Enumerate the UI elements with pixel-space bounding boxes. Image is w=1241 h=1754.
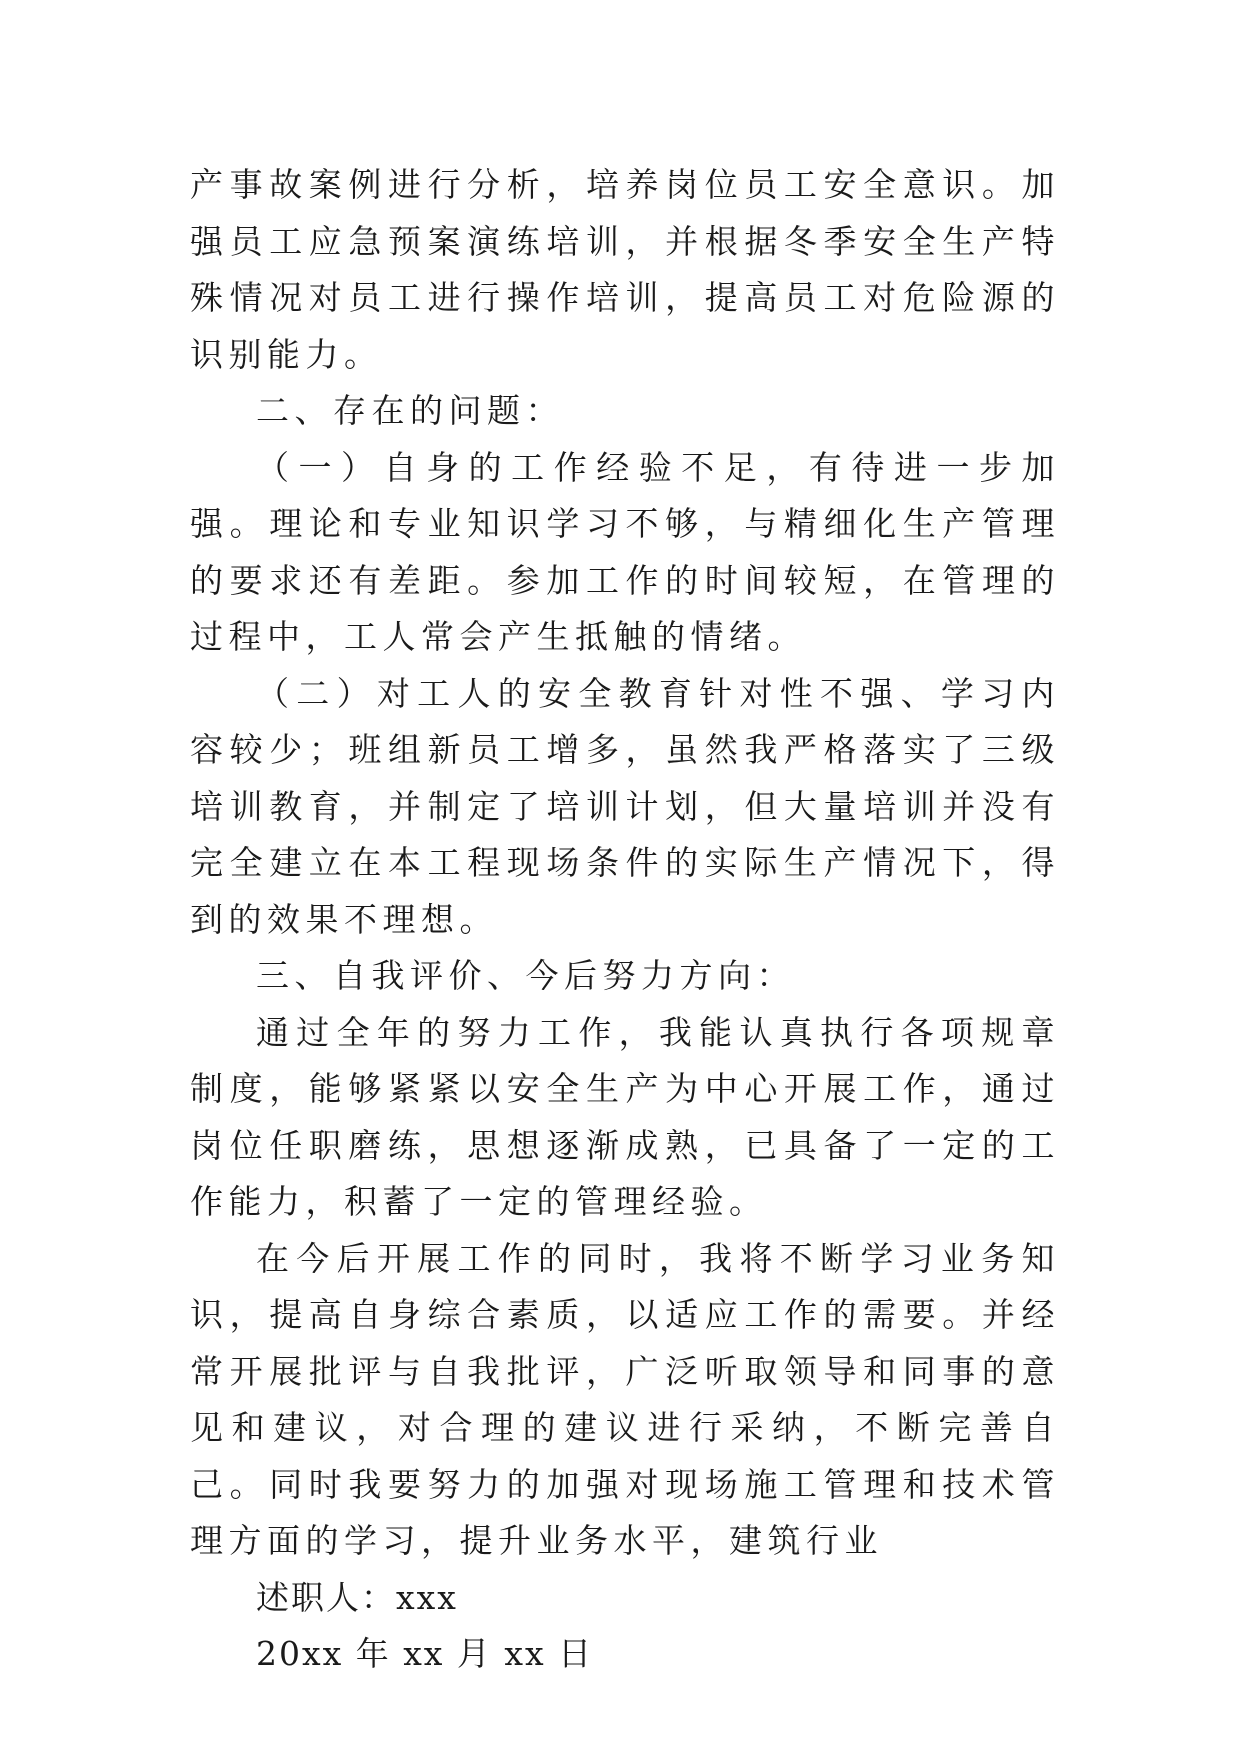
- paragraph-future-plan: 在今后开展工作的同时，我将不断学习业务知识，提高自身综合素质，以适应工作的需要。并经常开展批评与自我批评，广泛听取领导和同事的意见和建议，对合理的建议进行采纳，不断完善自己。同时我要努力的加强对现场施工管理和技术管理方面的学习，提升业务水平，建筑行业: [190, 1238, 1060, 1560]
- document-body: [190, 157, 1060, 1683]
- section-heading-problems: 二、存在的问题：: [256, 391, 564, 430]
- paragraph-self-evaluation: 通过全年的努力工作，我能认真执行各项规章制度，能够紧紧以安全生产为中心开展工作，通过岗位任职磨练，思想逐渐成熟，已具备了一定的工作能力，积蓄了一定的管理经验。: [190, 1012, 1060, 1221]
- reporter-signature: 述职人：xxx: [256, 1577, 458, 1617]
- paragraph-problem-one: （一）自身的工作经验不足，有待进一步加强。理论和专业知识学习不够，与精细化生产管理的要求还有差距。参加工作的时间较短，在管理的过程中，工人常会产生抵触的情绪。: [190, 447, 1060, 656]
- paragraph-continuation: 产事故案例进行分析，培养岗位员工安全意识。加强员工应急预案演练培训，并根据冬季安全生产特殊情况对员工进行操作培训，提高员工对危险源的识别能力。: [190, 165, 1060, 374]
- paragraph-problem-two: （二）对工人的安全教育针对性不强、学习内容较少；班组新员工增多，虽然我严格落实了三级培训教育，并制定了培训计划，但大量培训并没有完全建立在本工程现场条件的实际生产情况下，得到的效果不理想。: [190, 673, 1060, 939]
- signature-date: 20xx 年 xx 月 xx 日: [256, 1634, 594, 1673]
- section-heading-self-evaluation: 三、自我评价、今后努力方向：: [256, 956, 795, 995]
